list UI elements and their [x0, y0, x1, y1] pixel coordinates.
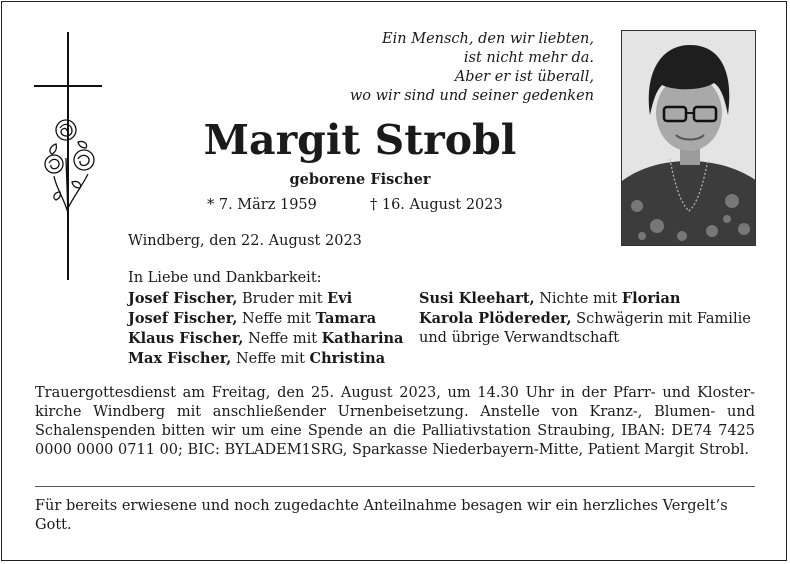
- poem-line: Aber er ist überall,: [454, 69, 594, 85]
- poem-line: wo wir sind und seiner gedenken: [349, 88, 594, 104]
- thanks-text: Für bereits erwiesene und noch zugedachte Anteilnahme besagen wir ein herzliches Vergelt’s Gott.: [35, 498, 728, 533]
- portrait-photo: [621, 30, 756, 246]
- list-item: Max Fischer, Neffe mit Christina: [128, 350, 386, 367]
- cross-bar: [34, 85, 102, 87]
- list-item: Karola Plödereder, Schwägerin mit Familie: [419, 310, 751, 327]
- list-item: und übrige Verwandtschaft: [419, 330, 620, 346]
- mourners-intro: In Liebe und Dankbarkeit:: [128, 270, 322, 286]
- place-date: Windberg, den 22. August 2023: [128, 233, 362, 249]
- list-item: Josef Fischer, Bruder mit Evi: [128, 290, 353, 307]
- poem-line: ist nicht mehr da.: [463, 50, 594, 66]
- divider: [35, 486, 755, 487]
- deceased-name: Margit Strobl: [203, 116, 517, 164]
- rose-icon: [44, 118, 100, 228]
- mourners-left: [128, 289, 403, 369]
- birth-date: * 7. März 1959: [207, 197, 317, 213]
- list-item: Klaus Fischer, Neffe mit Katharina: [128, 330, 404, 347]
- service-text: Trauergottesdienst am Freitag, den 25. August 2023, um 14.30 Uhr in der Pfarr- und Klosterkirche Windberg mit anschließender Urnenbeisetzung. Anstelle von Kranz-, Blumen- und Schalenspenden bitten wir um eine Spende an die Palliativstation Straubing, IBAN: DE74 7425 0000 0000 0711 00; BIC: BYLADEM1SRG, Sparkasse Niederbayern-Mitte, Patient Margit Strobl.: [35, 385, 755, 458]
- poem: [234, 30, 594, 106]
- list-item: Susi Kleehart, Nichte mit Florian: [419, 290, 681, 307]
- poem-line: Ein Mensch, den wir liebten,: [382, 31, 594, 47]
- list-item: Josef Fischer, Neffe mit Tamara: [128, 310, 377, 327]
- death-date: † 16. August 2023: [370, 197, 503, 213]
- birth-name: geborene Fischer: [289, 171, 431, 188]
- mourners-right: [419, 289, 751, 348]
